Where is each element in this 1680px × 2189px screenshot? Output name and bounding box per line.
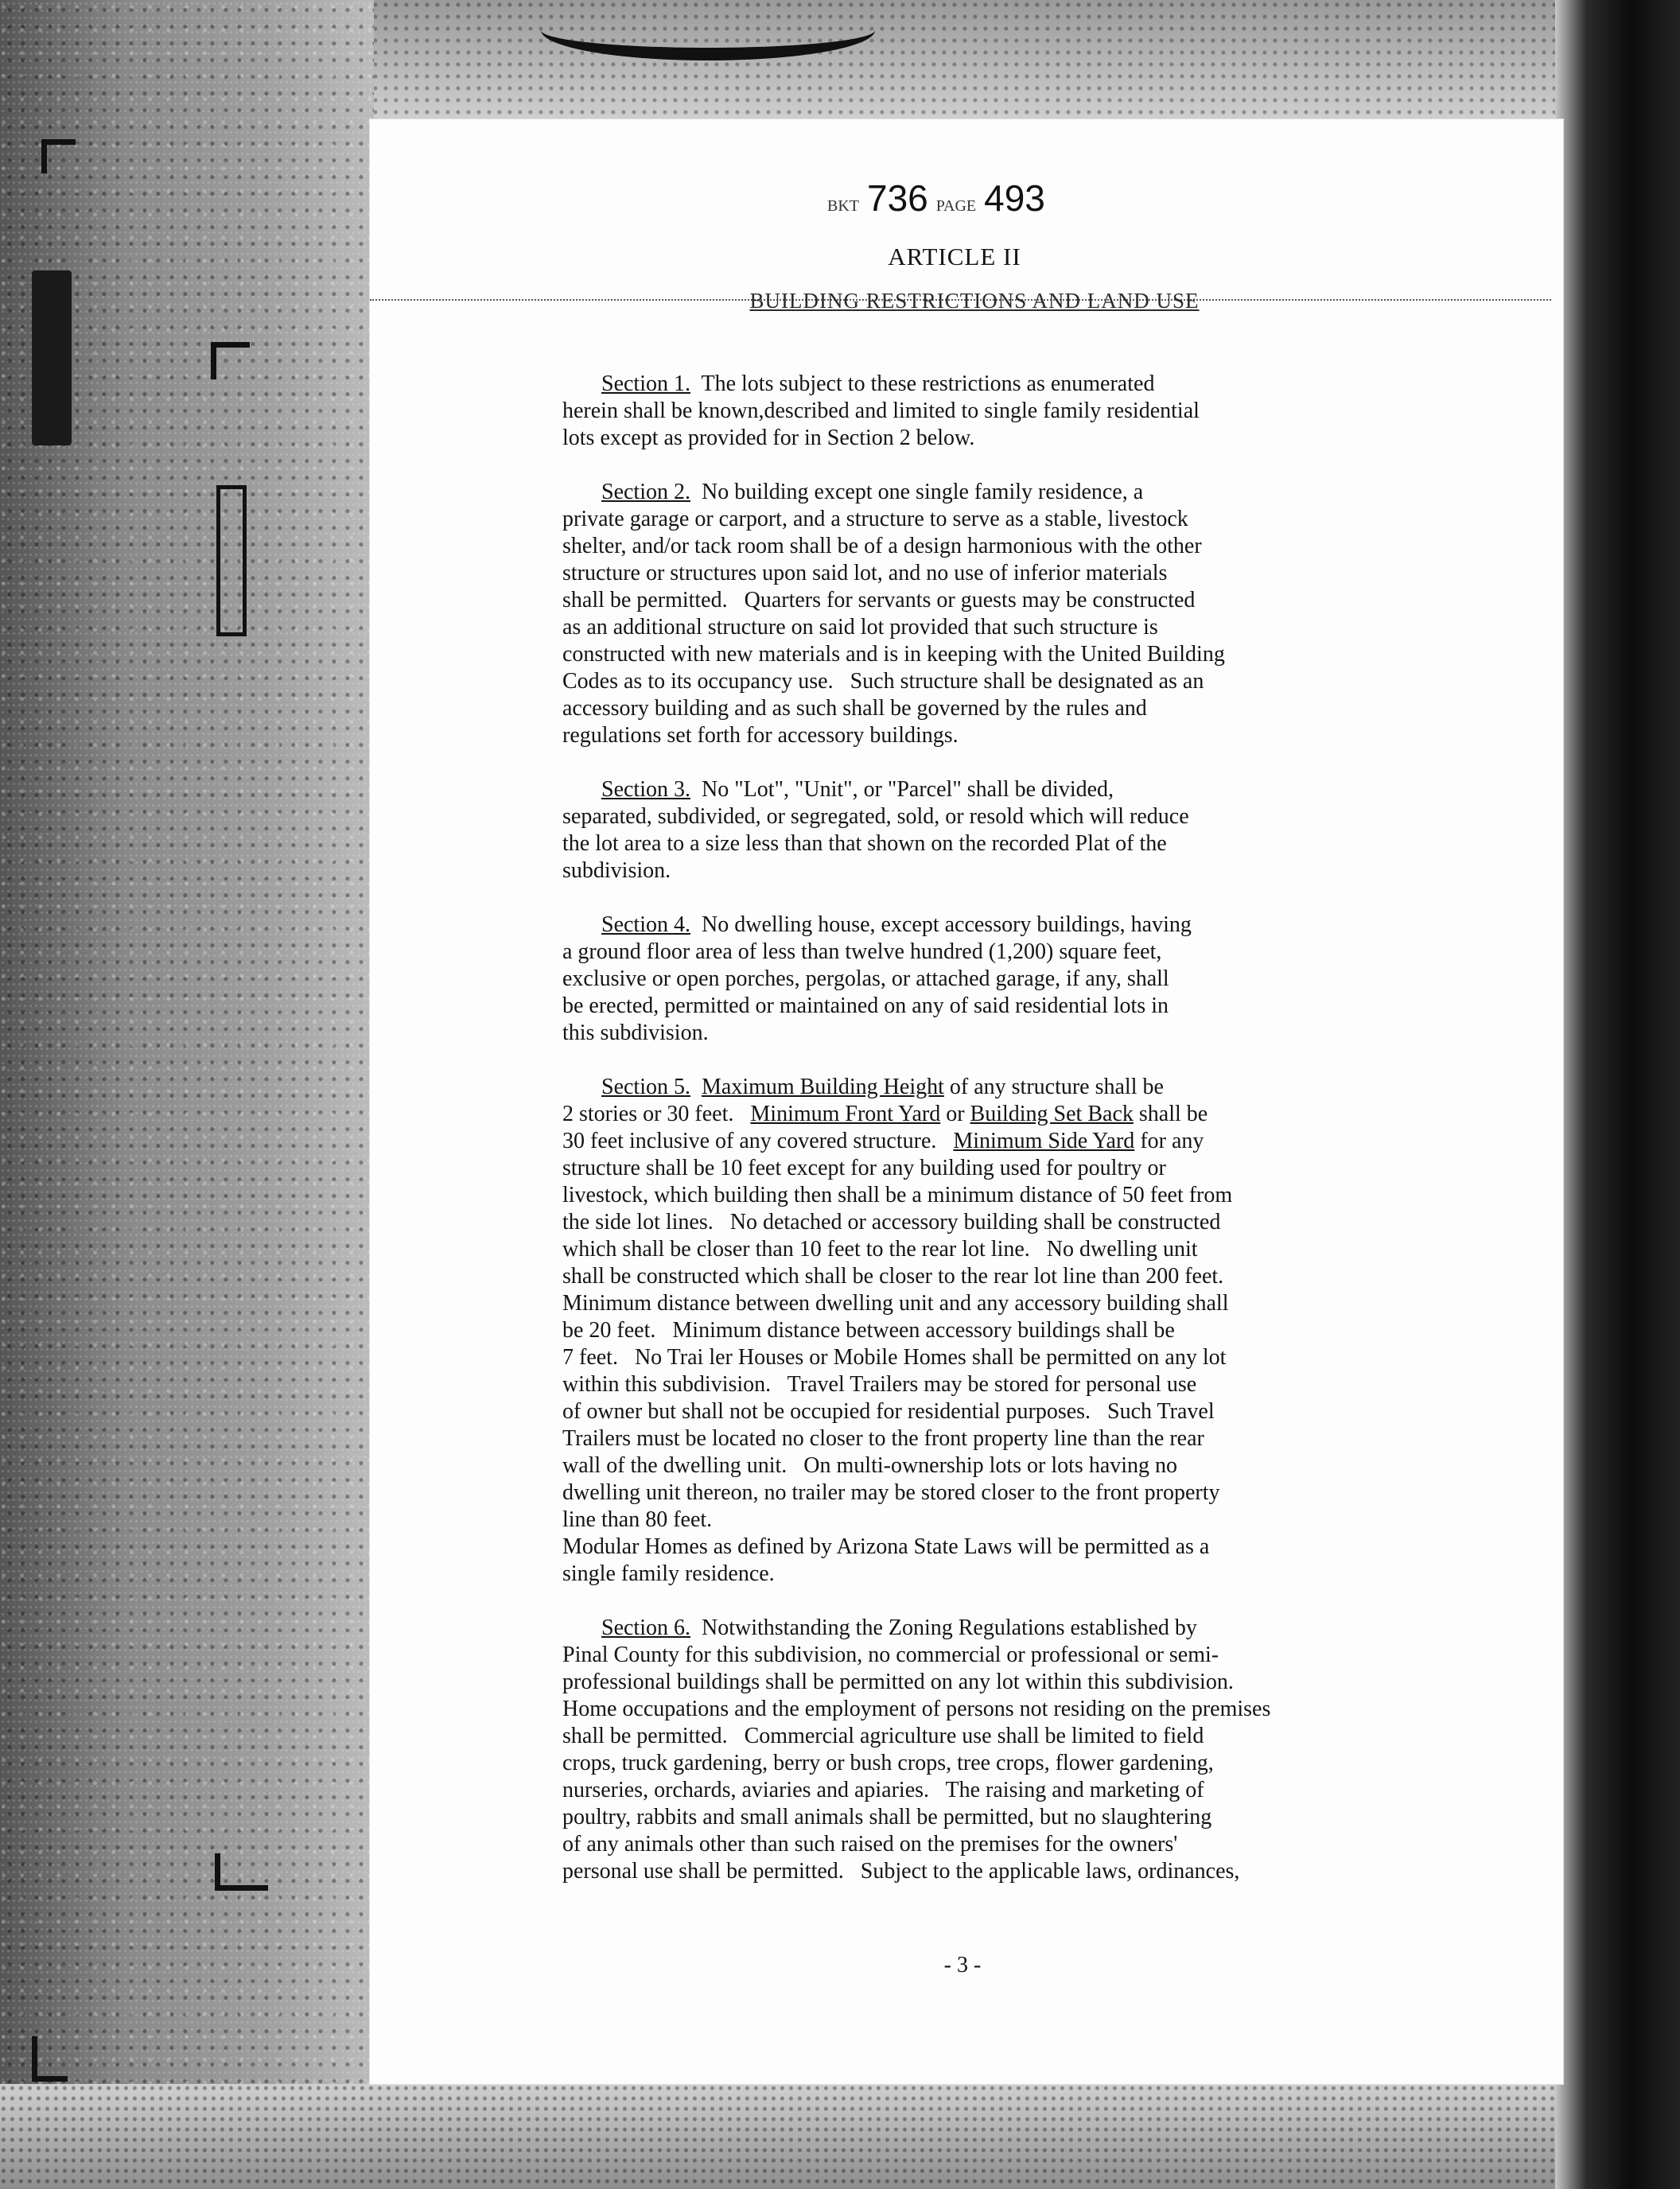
section-line: No "Lot", "Unit", or "Parcel" shall be divided,	[702, 777, 1114, 802]
section-line: personal use shall be permitted. Subject to the applicable laws, ordinances,	[562, 1859, 1240, 1884]
ink-blot-mark	[541, 0, 875, 60]
section-line: shelter, and/or tack room shall be of a design harmonious with the other	[562, 534, 1202, 558]
section-line: 30 feet inclusive of any covered structure.	[562, 1129, 954, 1153]
section-line: line than 80 feet.	[562, 1507, 713, 1532]
section-line: nurseries, orchards, aviaries and apiaries. The raising and marketing of	[562, 1778, 1204, 1802]
section-line: be erected, permitted or maintained on any of said residential lots in	[562, 993, 1169, 1018]
section-line: the side lot lines. No detached or accessory building shall be constructed	[562, 1210, 1221, 1234]
page-number-ref: 493	[984, 177, 1045, 219]
section-line: shall be constructed which shall be closer to the rear lot line than 200 feet.	[562, 1264, 1224, 1289]
section-line: Minimum distance between dwelling unit and any accessory building shall	[562, 1291, 1229, 1316]
section-line: 7 feet. No Trai ler Houses or Mobile Homes shall be permitted on any lot	[562, 1345, 1227, 1370]
term-min-side-yard: Minimum Side Yard	[953, 1129, 1135, 1153]
section-line: No building except one single family residence, a	[702, 480, 1144, 504]
section-line: constructed with new materials and is in keeping with the United Building	[562, 642, 1225, 667]
section-line: single family residence.	[562, 1561, 775, 1586]
section-1	[562, 371, 1493, 452]
section-line: separated, subdivided, or segregated, sold, or resold which will reduce	[562, 804, 1189, 829]
section-line: shall be permitted. Quarters for servants or guests may be constructed	[562, 588, 1196, 612]
section-line: accessory building and as such shall be governed by the rules and	[562, 696, 1147, 721]
margin-bracket-mark	[216, 485, 247, 636]
section-line: dwelling unit thereon, no trailer may be stored closer to the front property	[562, 1480, 1220, 1505]
section-line: livestock, which building then shall be a minimum distance of 50 feet from	[562, 1183, 1233, 1207]
page-number: - 3 -	[943, 1953, 982, 1977]
section-line: of any structure shall be	[943, 1075, 1164, 1099]
section-line: poultry, rabbits and small animals shall be permitted, but no slaughtering	[562, 1805, 1212, 1829]
section-line: Trailers must be located no closer to the front property line than the rear	[562, 1426, 1204, 1451]
section-line: for any	[1134, 1129, 1204, 1153]
section-line: Modular Homes as defined by Arizona State Laws will be permitted as a	[562, 1534, 1210, 1559]
book-page-reference	[827, 177, 1066, 220]
section-line: private garage or carport, and a structure to serve as a stable, livestock	[562, 507, 1188, 531]
term-min-front-yard: Minimum Front Yard	[750, 1102, 941, 1126]
section-heading: Section 2.	[601, 480, 690, 504]
section-line: No dwelling house, except accessory buildings, having	[702, 912, 1192, 937]
section-line: or	[940, 1102, 970, 1126]
scan-background-bottom	[0, 2084, 1680, 2189]
crop-mark	[211, 342, 250, 379]
term-building-set-back: Building Set Back	[970, 1102, 1134, 1126]
section-6	[562, 1615, 1493, 1885]
term-max-building-height: Maximum Building Height	[702, 1075, 944, 1099]
index-tab	[32, 270, 72, 445]
section-line: Notwithstanding the Zoning Regulations established by	[702, 1616, 1197, 1640]
section-line: professional buildings shall be permitted on any lot within this subdivision.	[562, 1670, 1234, 1694]
article-subtitle: BUILDING RESTRICTIONS AND LAND USE	[749, 289, 1200, 313]
section-line: of owner but shall not be occupied for residential purposes. Such Travel	[562, 1399, 1215, 1424]
section-line: as an additional structure on said lot provided that such structure is	[562, 615, 1158, 640]
section-line: subdivision.	[562, 858, 671, 883]
scan-binding-edge	[1555, 0, 1680, 2189]
section-line: crops, truck gardening, berry or bush crops, tree crops, flower gardening,	[562, 1751, 1214, 1775]
section-line: lots except as provided for in Section 2 below.	[562, 426, 975, 450]
section-heading: Section 5.	[601, 1075, 690, 1099]
section-2	[562, 479, 1493, 749]
section-line: herein shall be known,described and limited to single family residential	[562, 399, 1200, 423]
crop-mark	[41, 139, 76, 173]
section-line: structure or structures upon said lot, and no use of inferior materials	[562, 561, 1168, 585]
section-line: Codes as to its occupancy use. Such structure shall be designated as an	[562, 669, 1204, 694]
section-heading: Section 3.	[601, 777, 690, 802]
section-line: structure shall be 10 feet except for any building used for poultry or	[562, 1156, 1166, 1180]
section-line: shall be	[1133, 1102, 1208, 1126]
crop-mark	[215, 1853, 268, 1891]
section-line: shall be permitted. Commercial agriculture use shall be limited to field	[562, 1724, 1204, 1748]
section-line: The lots subject to these restrictions as enumerated	[701, 371, 1155, 396]
section-line: a ground floor area of less than twelve hundred (1,200) square feet,	[562, 939, 1162, 964]
section-line: regulations set forth for accessory buildings.	[562, 723, 959, 748]
section-heading: Section 1.	[601, 371, 690, 396]
document-body	[562, 371, 1493, 1912]
section-line: wall of the dwelling unit. On multi-ownership lots or lots having no	[562, 1453, 1178, 1478]
section-line: Home occupations and the employment of persons not residing on the premises	[562, 1697, 1271, 1721]
book-number: 736	[867, 177, 928, 219]
page-prefix: PAGE	[935, 197, 977, 215]
section-line: within this subdivision. Travel Trailers may be stored for personal use	[562, 1372, 1197, 1397]
article-heading: ARTICLE II	[888, 243, 1021, 270]
section-line: the lot area to a size less than that shown on the recorded Plat of the	[562, 831, 1167, 856]
book-prefix: BKT	[827, 197, 859, 215]
section-4	[562, 912, 1493, 1047]
section-heading: Section 6.	[601, 1616, 690, 1640]
crop-mark	[32, 2036, 68, 2082]
section-line: which shall be closer than 10 feet to the rear lot line. No dwelling unit	[562, 1237, 1198, 1262]
section-heading: Section 4.	[601, 912, 690, 937]
section-line: of any animals other than such raised on the premises for the owners'	[562, 1832, 1178, 1857]
section-line: Pinal County for this subdivision, no commercial or professional or semi-	[562, 1643, 1219, 1667]
section-line: exclusive or open porches, pergolas, or attached garage, if any, shall	[562, 966, 1169, 991]
section-line: be 20 feet. Minimum distance between accessory buildings shall be	[562, 1318, 1175, 1343]
section-5	[562, 1074, 1493, 1588]
section-line: 2 stories or 30 feet.	[562, 1102, 751, 1126]
section-3	[562, 776, 1493, 885]
section-line: this subdivision.	[562, 1021, 709, 1045]
